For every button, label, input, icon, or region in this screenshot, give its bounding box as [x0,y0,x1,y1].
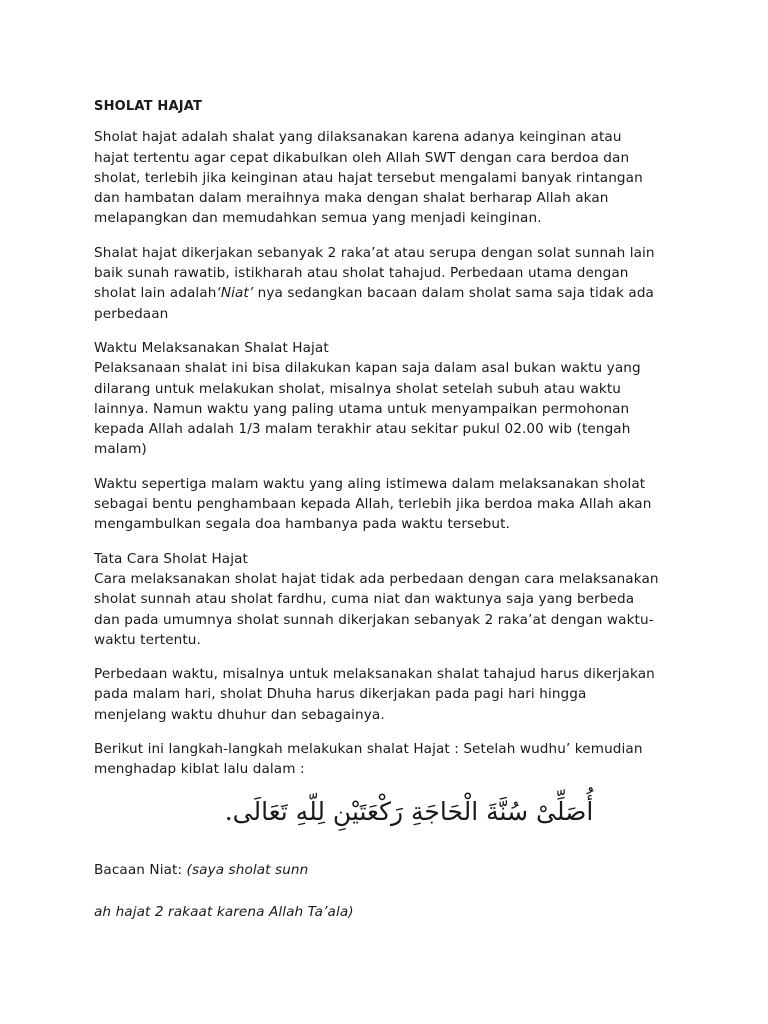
procedure-section [94,549,684,650]
niat-emphasis: ‘Niat’ [216,285,254,302]
procedure-section-heading: Tata Cara Sholat Hajat [94,550,248,567]
steps-paragraph: Berikut ini langkah-langkah melakukan shalat Hajat : Setelah wudhu’ kemudian menghadap kiblat lalu dalam : [94,741,643,778]
niat-line [94,860,684,880]
arabic-niat-text: أُصَلِّىْ سُنَّةَ الْحَاجَةِ رَكْعَتَيْنِ لِلّهِ تَعَالَى. [224,796,594,826]
niat-translation-part2: ah hajat 2 rakaat karena Allah Ta’ala) [94,903,354,920]
time-section-body: Pelaksanaan shalat ini bisa dilakukan kapan saja dalam asal bukan waktu yang dilarang untuk melakukan sholat, misalnya sholat setelah subuh atau waktu lainnya. Namun waktu yang paling utama untuk menyampaikan permohonan kepada Allah adalah 1/3 malam terakhir atau sekitar pukul 02.00 wib (tengah malam) [94,360,641,458]
intro-paragraph: Sholat hajat adalah shalat yang dilaksanakan karena adanya keinginan atau hajat tertentu agar cepat dikabulkan oleh Allah SWT dengan cara berdoa dan sholat, terlebih jika keinginan atau hajat tersebut mengalami banyak rintangan dan hambatan dalam meraihnya maka dengan shalat berharap Allah akan melapangkan dan memudahkan semua yang menjadi keinginan. [94,129,643,227]
rakaat-text-start: Shalat hajat dikerjakan sebanyak 2 raka’at atau serupa dengan solat sunnah lain baik sunah rawatib, istikharah atau sholat tahajud. Perbedaan utama dengan sholat lain adalah [94,244,655,302]
procedure-section-body: Cara melaksanakan sholat hajat tidak ada perbedaan dengan cara melaksanakan sholat sunnah atau sholat fardhu, cuma niat dan waktunya saja yang berbeda dan pada umumnya sholat sunnah dikerjakan sebanyak 2 raka’at dengan waktu- waktu tertentu. [94,570,659,648]
time-section-heading: Waktu Melaksanakan Shalat Hajat [94,339,329,356]
document-page [94,97,684,922]
time-section [94,338,684,460]
difference-paragraph: Perbedaan waktu, misalnya untuk melaksanakan shalat tahajud harus dikerjakan pada malam hari, sholat Dhuha harus dikerjakan pada pagi hari hingga menjelang waktu dhuhur dan sebagainya. [94,666,655,723]
document-title: SHOLAT HAJAT [94,99,203,114]
niat-translation-part1: (saya sholat sunn [186,861,309,878]
rakaat-paragraph [94,243,684,324]
rakaat-text-end: nya sedangkan bacaan dalam sholat sama saja tidak ada perbedaan [94,285,654,322]
niat-label: Bacaan Niat: [94,861,187,878]
night-paragraph: Waktu sepertiga malam waktu yang aling istimewa dalam melaksanakan sholat sebagai bentu penghambaan kepada Allah, terlebih jika berdoa maka Allah akan mengambulkan segala doa hambanya pada waktu tersebut. [94,475,652,533]
